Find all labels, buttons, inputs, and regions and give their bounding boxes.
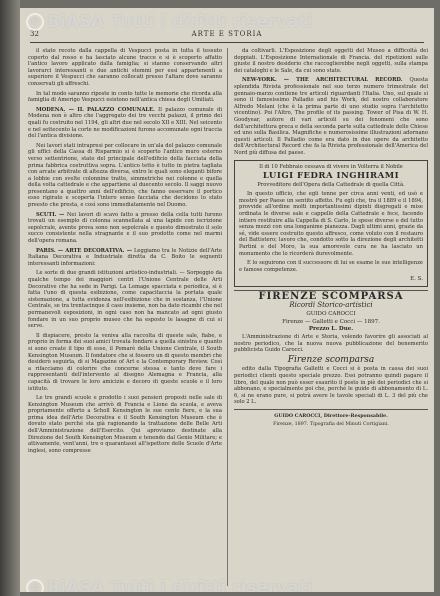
obituary-role: Provveditore dell'Opera della Cattedrale di quella Città. bbox=[257, 181, 405, 188]
book-notice: L'Amministrazione di Arte e Storia, volendo favorire gli associati al nostro periodico, che la nuova nuova pubblicazione del benemerito pubblicista Guido Carocci. bbox=[234, 333, 428, 354]
column-divider bbox=[227, 48, 228, 586]
obituary-closing: E lo seguirono con il successore di lui se esame le sue intelligenze e famose competenze. bbox=[239, 260, 423, 273]
paragraph: il stato recoto dalla cappella di Vespucci posta in tutta il tessuto coperto dal rosso e ha lasciato alcune tracce e si è scoperto affatto l'antico lavoro applicato dalla famiglia; si stanno conservando altri lavorarci interessanti e due antichi stemmi per essi appartenenti a superiore il Vespucci che saranno collocati presso l'altare dove saranno conservati gli affreschi. bbox=[28, 48, 222, 87]
paragraph: Nei lavori stati intrapresi per collocare in un'ala del palazzo comunale gli uffici della Cassa di Risparmio si è scoperto l'antico muro esterno verso settentrione, stato del principale dell'edificio della facciata della prima fabbrica costruttiva sopra. L'antico tetto è tutto in pietra tagliata con arcate arbitrate di altezza diversa, entro le quali sono eleganti bifore a lobbie con svelte colonnine tratte, simmetriche nei colonne e quella della volta cattedrale e che appartiene al duecento secolo. Il saggi nuovo presentano a quattro anni dell'edificio, che fanno osservare il portico esso rigirato e scoperta l'intero senso facciata che decidono lo stato preesto che presta, e così sono immediatamente nel Duomo. bbox=[28, 142, 222, 209]
section-heading: SCUTI. — bbox=[36, 211, 65, 218]
document-page bbox=[20, 8, 434, 592]
section-heading: NEW-YORK. — THE ARCHITECTURAL RECORD. bbox=[242, 77, 403, 84]
obituary-signature: E. S. bbox=[410, 276, 423, 283]
obituary-text: In questo ufficio, che egli tenne per circa anni venti, ed usò e mostrò per Paese un sentito affetto. Fu egli che, tra il 1889 e il 1894, provvide all'ordine molti importantissimi dipinti disgregati e mise ordinata le diverse sale e cappelle della Cattedrale e fece, facendo intiero restituire alla Cappella di S. Carlo, le spese diverse e del tutto senza mezzi con una longanime pianezza. Dagli ultimi anni, grazie da sé, vide essere costruito questo affresco, come voluto con il restauro del Battistero; lavoro che, condotto sotto la direzione degli architetti Partini e del Moro, la sua amorevole cura ne ha lasciato un monumento che lo ricorderà durevolmente. bbox=[239, 191, 423, 257]
book-publisher: Firenze — Galletti e Cocci — 1897. bbox=[282, 318, 380, 325]
section-heading: MODENA. — IL PALAZZO COMUNALE. bbox=[36, 106, 155, 113]
paragraph: da coltivarli. L'Esposizione degli oggetti del Museo a difficoltà dei doppiati. L'Esposizione Internationale di Francia. del ripetizioni sulle giuste il nostro desiderio che raccoglierebbe negli oggetti, sulla stampa dei cataloghi e le Sale, da cui sono state. bbox=[234, 48, 428, 74]
book-author: GUIDO CAROCCI bbox=[306, 311, 356, 318]
book-price: Prezzo L. Due. bbox=[308, 326, 354, 333]
footer-rule bbox=[234, 409, 428, 410]
paragraph: Le sorte di due grandi istituzioni artistico-industriali. — Sorpeggio da qualche tempo dei maggiori centri l'Unione Centrale delle Arti Decorative che ha sede in Parigi. La Lemage spacciata e periodica, si è fatta l'uno di questa esibizione, come capacitaccia la portata quale sistemazione, a tutta evidenza nell'esibizione che in sostanza, l'Unione Centrale, se tra trentacinque il caso insieme, non ha dato ricambi che nel permanevoli esposizioni, in ogni caso non ha mancato ad ogni giusto fondare in un suo proprio museo che ha esposto le lasagne di cui si serve. bbox=[28, 270, 222, 330]
biasa-seal-icon: © bbox=[26, 13, 44, 31]
section-heading: PARIS. — ARTE DECORATIVA. — bbox=[36, 247, 132, 254]
book-title: FIRENZE SCOMPARSA bbox=[258, 291, 404, 302]
left-column bbox=[28, 48, 222, 457]
paragraph: Le tre grandi scuole e prodotto i suoi pensieri proposti nelle sale di Kensington Museum che arrivò di Francia e Lione da scuola, e aveva propriamente offerto a Scholl Kensington le sue cento fiere, e la sua prima idea dell'Arte Decorativa e il South Kensington Museum che è dovuto stato perché sta già ragionando la trattazione delle Belle Arti dell'Amministrazione dell'Esercito. Qui aproviamo destinate alla Direzione del South Kensington Museum e tenendo dal Genio Militare; e attivamente, vent'anni, tre o quarantasei all'ispettore delle Scuole d'Arte inglesi, sono compresse bbox=[28, 395, 222, 454]
news-item-scuti: SCUTI. — Nei lavori di scavo fatto a presso della cella tutti furono trovati un esemplo di colonna scannellata al una lapide con iscrizione sepolcrale, avente prova sono non sepolcrale e questo dimostrato il solo succo consistente nella stragnante e il suo prodotto come nel marmi dell'opera romana. bbox=[28, 211, 222, 245]
printer-line: Firenze, 1897. Tipografia del Minuti Cortigiani. bbox=[273, 421, 389, 427]
book-title-script: Firenze scomparsa bbox=[287, 354, 375, 365]
news-item-modena: MODENA. — IL PALAZZO COMUNALE. Il palazzo comunale di Modena non è altro che l'aggregato dei tre vecchi palazzi, il primo dei quali fu costruito nel 1194, gli altri due nel secolo XII e XIII. Nel seicento e nel settecento la corte ne modificazioni furono accomunate ogni traccia del l'antica divisione. bbox=[28, 106, 223, 140]
scan-binding-edge bbox=[0, 0, 20, 596]
obituary-name: LUIGI FEDRA INGHIRAMI bbox=[262, 171, 400, 182]
running-title: ARTE E STORIA bbox=[191, 30, 263, 38]
paragraph: In tal modo saranno riposte in conto tutte le memorie che ricorda alla famiglia di Amerigo Vespucci esistono nell'antica chiesa degli Umiliati. bbox=[28, 90, 222, 104]
right-column bbox=[234, 48, 428, 431]
page-number: 32 bbox=[30, 30, 39, 38]
obituary-intro: Il di 10 Febbraio cessava di vivere in Volterra il Nobile bbox=[259, 163, 403, 170]
header-rule bbox=[30, 42, 424, 43]
paragraph: edito dalla Tipografia Galletti e Cocci si è posta in cassa dei suoi periodici clienti questo speciale prezzo. Essi potranno quindi pagare il libro, del quale non può esser esaurito il posto in piè dei periodici che si abbonano, e specialmente poi che, perché le guide di abbonamento di L. 6, si ne erano pure, si potrà avere le tavole speciali di L. 3 del più che solo 2 L. bbox=[234, 366, 428, 406]
biasa-seal-icon: © bbox=[26, 579, 44, 592]
paragraph: Il dispiacere, presto la veniva alla raccolta di queste sale, fiabe, e proprio in forma dei suoi amici trovata fondare a quella sinistra e quanto si sono create il tipo di esse, il Pomarè della Unione Centrale, il South Kensington Museum. Il fondatore che si fossero un di questo membri che desiderò seguirla, di si Magazine of Art e la Contemporary Review. Così a rifacciamo di colorire che concerne stessa e tanto deve fare i rappresentanti dell'intervento al disegno Alemagna e Francia, alla capacità di trovare le loro amicizie e decoro di queste scuole e il loro istituto. bbox=[28, 332, 222, 392]
watermark-top: © BiASA Tutti i diritti riservati bbox=[26, 12, 434, 32]
news-item-paris: PARIS. — ARTE DECORATIVA. — Leggiamo tra le Notizie dell'Arte Italiana Decorativa e Industriale diretta da C. Boito le seguenti interessanti informazioni: bbox=[28, 247, 222, 267]
watermark-bottom: © BiASA Tutti i diritti riservati bbox=[26, 578, 434, 592]
director-line: GUIDO CAROCCI, Direttore-Responsabile. bbox=[274, 412, 388, 419]
news-item-new-york: NEW-YORK. — THE ARCHITECTURAL RECORD. Questa splendida Rivista professionale nel suo terzo numero trimestrale del gennaio-marzo contiene tre articoli riguardanti l'Italia. Uno, sul quale si sono il famosissimo Palladio and his Work, del nostro collaboratore Alfredo Melani (che è la prima parte di uno studio sopra l'architetto vicentino). Poi l'Altro, The profile of its passing. Tower of Pisa di W. H. Goodyear, autore di vari articoli su dei fenomeni che sono dell'architettura greca e della seconda parte sulla cattedrale delle Chiese ed uno sulla Basilica. Magnifiche e numerosissime illustrazioni adornano questi articoli. Il Palladio come era dato in due opere da architetto dell'Architectural Record che fa la Rivista professionale dell'America del Nord più diffusa del paese. bbox=[234, 77, 428, 156]
obituary-box bbox=[234, 160, 428, 288]
book-subtitle: Ricordi Storico-artistici bbox=[289, 300, 373, 309]
